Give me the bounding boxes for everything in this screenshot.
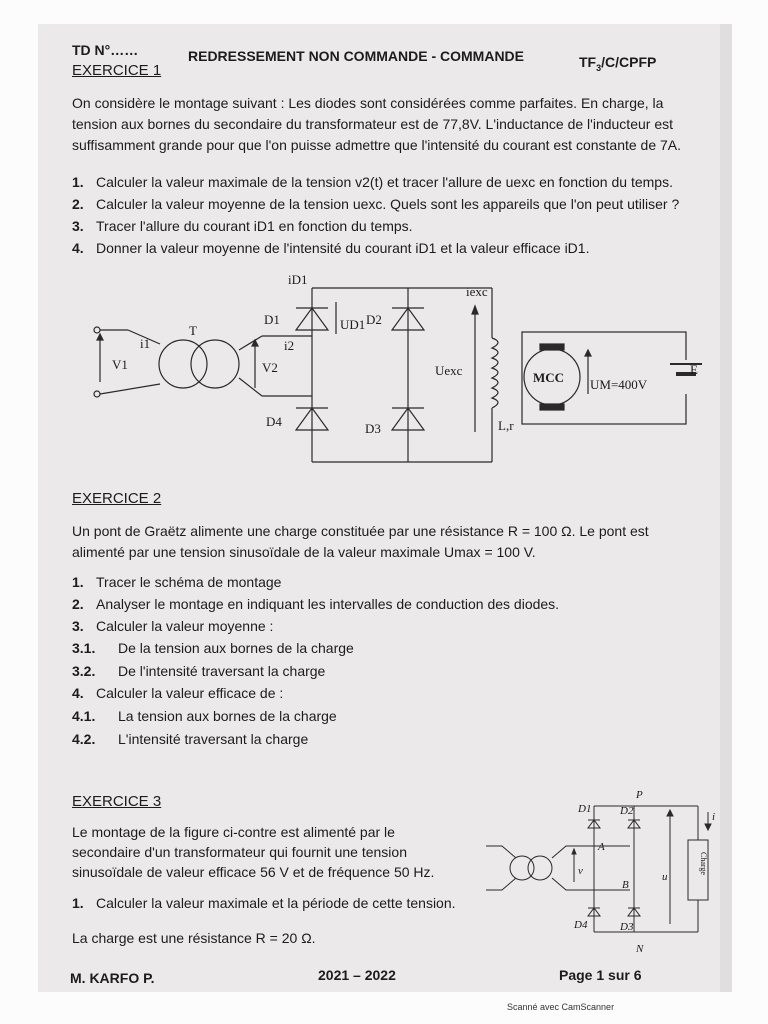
- label-v: v: [578, 865, 583, 877]
- exercise2-item-4-1: [72, 708, 337, 724]
- bridge-rectifier-circuit: [0, 272, 768, 492]
- label-D4: D4: [574, 919, 588, 931]
- exercise2-item-3-2: [72, 663, 325, 679]
- label-A: A: [598, 841, 605, 853]
- item-text: La tension aux bornes de la charge: [118, 708, 337, 724]
- question-number: 1.: [72, 895, 84, 911]
- exercise1-intro-line-1: On considère le montage suivant : Les diodes sont considérées comme parfaites. En charge, la: [72, 95, 664, 111]
- exercise1-title: EXERCICE 1: [72, 62, 162, 79]
- exercise2-item-4-2: [72, 731, 308, 747]
- label-D2: D2: [366, 312, 382, 327]
- footer-page: Page 1 sur 6: [559, 967, 642, 983]
- item-text: Calculer la valeur efficace de :: [96, 685, 284, 701]
- exercise3-intro-line-1: Le montage de la figure ci-contre est alimenté par le: [72, 824, 395, 840]
- label-iexc: iexc: [466, 284, 488, 299]
- question-number: 4.: [72, 240, 84, 256]
- label-D3: D3: [365, 421, 381, 436]
- exercise3-intro-line-2: secondaire d'un transformateur qui fournit une tension: [72, 844, 407, 860]
- label-Lr: L,r: [498, 418, 514, 433]
- page-title: REDRESSEMENT NON COMMANDE - COMMANDE: [188, 48, 524, 64]
- exercise2-item-4: [72, 685, 283, 701]
- scanner-watermark: Scanné avec CamScanner: [507, 1002, 615, 1012]
- exercise3-question-1: [72, 895, 456, 911]
- exercise1-question-4: [72, 240, 589, 256]
- item-number: 1.: [72, 574, 84, 590]
- item-text: Calculer la valeur moyenne :: [96, 618, 274, 634]
- label-D2: D2: [620, 805, 634, 817]
- exercise2-title: EXERCICE 2: [72, 490, 162, 507]
- footer-year: 2021 – 2022: [318, 967, 396, 983]
- item-number: 4.2.: [72, 731, 96, 747]
- label-D3: D3: [620, 921, 634, 933]
- label-i: i: [712, 811, 716, 823]
- exercise1-question-1: [72, 174, 673, 190]
- item-number: 3.1.: [72, 640, 96, 656]
- label-UD1: UD1: [340, 317, 366, 332]
- item-number: 3.: [72, 618, 84, 634]
- item-text: De l'intensité traversant la charge: [118, 663, 326, 679]
- label-i1: i1: [140, 336, 151, 351]
- exercise2-intro-line-1: Un pont de Graëtz alimente une charge constituée par une résistance R = 100 Ω. Le pont est: [72, 523, 649, 539]
- label-V1: V1: [112, 357, 128, 372]
- label-iD1: iD1: [288, 272, 308, 287]
- label-UM: UM=400V: [590, 377, 648, 392]
- exercise1-intro-line-3: suffisamment grande pour que l'on puisse admettre que l'intensité du courant est constante de 7A.: [72, 137, 682, 153]
- label-T: T: [189, 323, 197, 338]
- exercise1-question-2: [72, 196, 679, 212]
- item-text: Analyser le montage en indiquant les intervalles de conduction des diodes.: [96, 596, 560, 612]
- exercise3-intro-line-3: sinusoïdale de valeur efficace 56 V et de fréquence 50 Hz.: [72, 864, 435, 880]
- question-text: Tracer l'allure du courant iD1 en fonction du temps.: [96, 218, 413, 234]
- label-i2: i2: [284, 338, 295, 353]
- question-number: 2.: [72, 196, 84, 212]
- td-number: TD N°……: [72, 42, 139, 58]
- course-code: $TF_3/C$/CPFP: [579, 54, 657, 73]
- exercise1-question-3: [72, 218, 413, 234]
- exercise2-intro-line-2: alimenté par une tension sinusoïdale de la valeur maximale Umax = 100 V.: [72, 544, 536, 560]
- footer-author: M. KARFO P.: [70, 970, 155, 986]
- item-text: Tracer le schéma de montage: [96, 574, 282, 590]
- item-text: L'intensité traversant la charge: [118, 731, 309, 747]
- label-MCC: MCC: [533, 370, 565, 385]
- exercise3-title: EXERCICE 3: [72, 793, 162, 810]
- question-text: Calculer la valeur maximale et la période de cette tension.: [96, 895, 456, 911]
- item-number: 3.2.: [72, 663, 96, 679]
- label-P: P: [636, 789, 643, 801]
- item-text: De la tension aux bornes de la charge: [118, 640, 354, 656]
- label-load: Charge: [699, 852, 708, 875]
- item-number: 4.: [72, 685, 84, 701]
- label-N: N: [636, 943, 644, 955]
- exercise2-item-3: [72, 618, 273, 634]
- exercise3-load: La charge est une résistance R = 20 Ω.: [72, 930, 316, 946]
- exercise2-item-2: [72, 596, 559, 612]
- question-text: Calculer la valeur maximale de la tension v2(t) et tracer l'allure de uexc en fonction du temps.: [96, 174, 673, 190]
- label-D4: D4: [266, 414, 282, 429]
- label-B: B: [622, 879, 629, 891]
- exercise2-item-3-1: [72, 640, 354, 656]
- label-Uexc: Uexc: [435, 363, 463, 378]
- label-V2: V2: [262, 360, 278, 375]
- label-u: u: [662, 871, 668, 883]
- label-D1: D1: [578, 803, 592, 815]
- question-number: 1.: [72, 174, 84, 190]
- exercise2-item-1: [72, 574, 281, 590]
- question-text: Donner la valeur moyenne de l'intensité du courant iD1 et la valeur efficace iD1.: [96, 240, 590, 256]
- label-D1: D1: [264, 312, 280, 327]
- bridge-circuit-small: [482, 786, 722, 956]
- question-text: Calculer la valeur moyenne de la tension uexc. Quels sont les appareils que l'on peut utiliser ?: [96, 196, 680, 212]
- question-number: 3.: [72, 218, 84, 234]
- label-E: E: [690, 362, 698, 377]
- item-number: 4.1.: [72, 708, 96, 724]
- exercise1-intro-line-2: tension aux bornes du secondaire du transformateur est de 77,8V. L'inductance de l'inducteur est: [72, 116, 673, 132]
- item-number: 2.: [72, 596, 84, 612]
